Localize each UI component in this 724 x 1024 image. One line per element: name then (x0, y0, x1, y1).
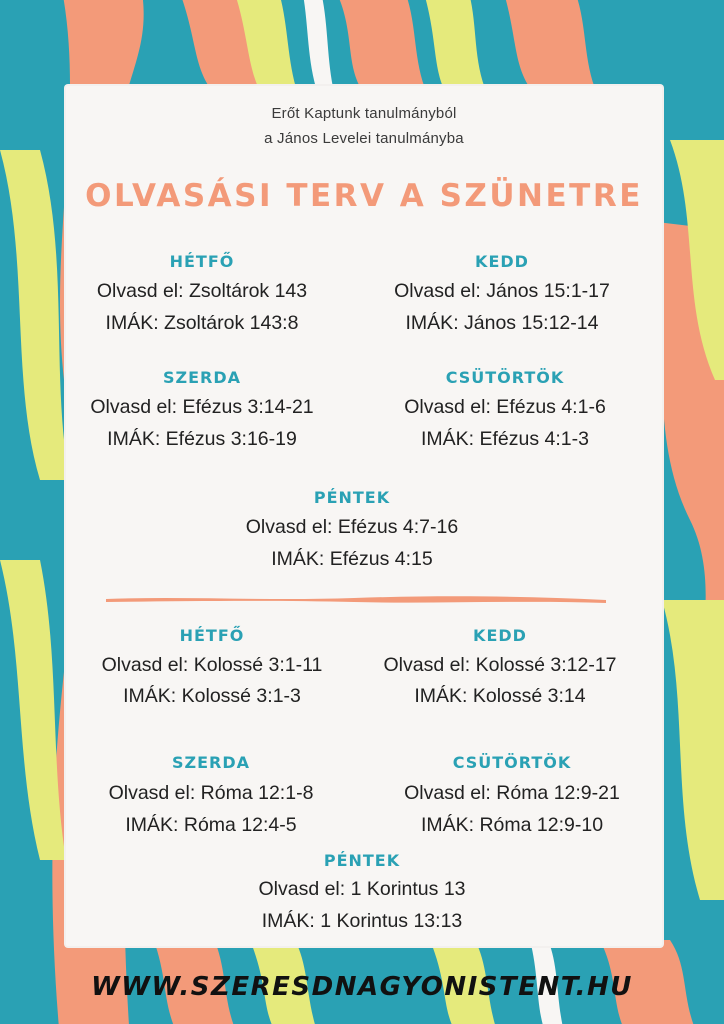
week2-monday-read: Olvasd el: Kolossé 3:1-11 (101, 654, 323, 676)
header-line-2: a János Levelei tanulmányba (264, 130, 464, 147)
week2-tuesday-read: Olvasd el: Kolossé 3:12-17 (383, 654, 617, 676)
week1-monday-read: Olvasd el: Zsoltárok 143 (96, 280, 308, 302)
week1-wednesday-pray: IMÁK: Efézus 3:16-19 (107, 428, 297, 450)
week2-thursday-pray: IMÁK: Róma 12:9-10 (420, 814, 604, 836)
week2-friday-day: PÉNTEK (323, 851, 401, 870)
week2-thursday-day: CSÜTÖRTÖK (452, 753, 572, 772)
week2-monday-pray: IMÁK: Kolossé 3:1-3 (123, 685, 301, 707)
week2-tuesday-day: KEDD (473, 626, 527, 645)
week2-thursday-read: Olvasd el: Róma 12:9-21 (404, 782, 620, 804)
website-link[interactable]: WWW.SZERESDNAGYONISTENT.HU (91, 972, 633, 1002)
week1-wednesday-read: Olvasd el: Efézus 3:14-21 (90, 396, 314, 418)
week1-friday-read: Olvasd el: Efézus 4:7-16 (245, 516, 459, 538)
week2-friday-read: Olvasd el: 1 Korintus 13 (258, 878, 466, 900)
week2-wednesday-pray: IMÁK: Róma 12:4-5 (125, 814, 297, 836)
week1-thursday-read: Olvasd el: Efézus 4:1-6 (404, 396, 606, 418)
week1-thursday-day: CSÜTÖRTÖK (445, 368, 565, 387)
week2-monday-day: HÉTFŐ (179, 626, 245, 645)
week1-monday-pray: IMÁK: Zsoltárok 143:8 (105, 312, 299, 334)
week1-monday-day: HÉTFŐ (169, 252, 235, 271)
page-title: OLVASÁSI TERV A SZÜNETRE (85, 178, 643, 214)
week2-tuesday-pray: IMÁK: Kolossé 3:14 (414, 685, 586, 707)
week2-wednesday-day: SZERDA (171, 753, 251, 772)
week1-thursday-pray: IMÁK: Efézus 4:1-3 (421, 428, 589, 450)
week1-wednesday-day: SZERDA (162, 368, 242, 387)
week1-friday-pray: IMÁK: Efézus 4:15 (271, 548, 433, 570)
week2-wednesday-read: Olvasd el: Róma 12:1-8 (108, 782, 314, 804)
week1-tuesday-pray: IMÁK: János 15:12-14 (405, 312, 599, 334)
week1-friday-day: PÉNTEK (313, 488, 391, 507)
week1-tuesday-read: Olvasd el: János 15:1-17 (394, 280, 610, 302)
week1-tuesday-day: KEDD (475, 252, 529, 271)
week2-friday-pray: IMÁK: 1 Korintus 13:13 (261, 910, 463, 932)
header-line-1: Erőt Kaptunk tanulmányból (271, 105, 457, 122)
brush-divider (104, 590, 608, 608)
